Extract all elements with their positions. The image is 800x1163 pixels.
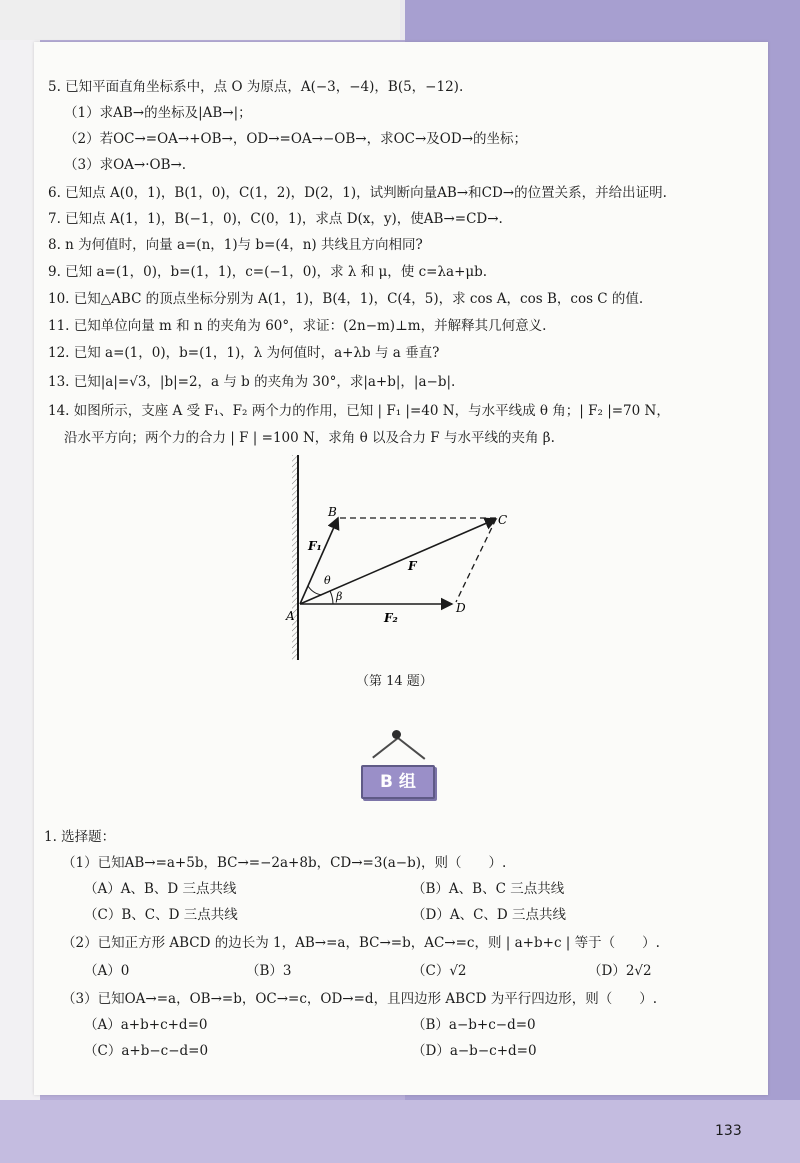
exercise-12: 12. 已知 a=(1，0)，b=(1，1)，λ 为何值时，a+λb 与 a 垂直? bbox=[48, 345, 440, 361]
exercise-5: 5. 已知平面直角坐标系中，点 O 为原点，A(−3，−4)，B(5，−12). bbox=[48, 79, 464, 95]
exercise-10: 10. 已知△ABC 的顶点坐标分别为 A(1，1)，B(4，1)，C(4，5)，求 cos A，cos B，cos C 的值. bbox=[48, 291, 644, 307]
section-b-badge-hanger bbox=[356, 730, 456, 800]
exercise-b1-q3-option-b: （B）a−b+c−d=0 bbox=[412, 1017, 536, 1033]
background-band bbox=[0, 0, 400, 40]
section-b-badge: B 组 bbox=[361, 765, 435, 799]
beta-arc bbox=[330, 591, 333, 604]
theta-arc bbox=[308, 586, 322, 595]
exercise-b1-q2: （2）已知正方形 ABCD 的边长为 1，AB→=a，BC→=b，AC→=c，则 | a+b+c | 等于（ ）. bbox=[62, 935, 660, 951]
pin-icon bbox=[392, 730, 401, 739]
exercise-b1-q3-option-d: （D）a−b−c+d=0 bbox=[412, 1043, 537, 1059]
exercise-b1-q1-option-c: （C）B、C、D 三点共线 bbox=[84, 907, 238, 923]
exercise-8: 8. n 为何值时，向量 a=(n，1)与 b=(4，n) 共线且方向相同? bbox=[48, 237, 423, 253]
exercise-b1-q1: （1）已知AB→=a+5b，BC→=−2a+8b，CD→=3(a−b)，则（ ）. bbox=[62, 855, 507, 871]
exercise-b1: 1. 选择题： bbox=[44, 829, 116, 845]
hanger-string-left bbox=[372, 737, 398, 758]
exercise-b1-q2-option-a: （A）0 bbox=[84, 963, 130, 979]
exercise-14-line-1: 14. 如图所示，支座 A 受 F₁、F₂ 两个力的作用，已知 | F₁ |=40 N，与水平线成 θ 角；| F₂ |=70 N， bbox=[48, 403, 670, 419]
exercise-b1-q1-option-d: （D）A、C、D 三点共线 bbox=[412, 907, 567, 923]
label-d: D bbox=[456, 601, 466, 615]
label-theta: θ bbox=[324, 574, 331, 587]
exercise-b1-q2-option-d: （D）2√2 bbox=[588, 963, 652, 979]
exercise-b1-q2-option-c: （C）√2 bbox=[412, 963, 467, 979]
label-f2: F₂ bbox=[384, 611, 398, 625]
exercise-5-part-3: （3）求OA→·OB→. bbox=[64, 157, 187, 173]
label-a: A bbox=[286, 609, 295, 623]
exercise-6: 6. 已知点 A(0，1)，B(1，0)，C(1，2)，D(2，1)，试判断向量AB→和CD→的位置关系，并给出证明. bbox=[48, 185, 667, 201]
label-b: B bbox=[328, 505, 337, 519]
exercise-b1-q2-option-b: （B）3 bbox=[246, 963, 292, 979]
exercise-9: 9. 已知 a=(1，0)，b=(1，1)，c=(−1，0)，求 λ 和 μ，使 c=λa+μb. bbox=[48, 264, 488, 280]
exercise-5-part-1: （1）求AB→的坐标及|AB→|； bbox=[64, 105, 252, 121]
hanger-string-right bbox=[397, 737, 425, 760]
exercise-b1-q3-option-c: （C）a+b−c−d=0 bbox=[84, 1043, 209, 1059]
exercise-b1-q3: （3）已知OA→=a，OB→=b，OC→=c，OD→=d，且四边形 ABCD 为平行四边形，则（ ）. bbox=[62, 991, 658, 1007]
exercise-11: 11. 已知单位向量 m 和 n 的夹角为 60°，求证：(2n−m)⊥m，并解释其几何意义. bbox=[48, 318, 547, 334]
page-number: 133 bbox=[715, 1123, 742, 1139]
exercise-b1-q1-option-b: （B）A、B、C 三点共线 bbox=[412, 881, 565, 897]
exercise-5-part-2: （2）若OC→=OA→+OB→，OD→=OA→−OB→，求OC→及OD→的坐标； bbox=[64, 131, 528, 147]
label-f: F bbox=[408, 559, 417, 573]
textbook-page bbox=[34, 42, 768, 1095]
exercise-b1-q3-option-a: （A）a+b+c+d=0 bbox=[84, 1017, 208, 1033]
label-f1: F₁ bbox=[308, 539, 322, 553]
dashed-cd bbox=[456, 519, 496, 602]
exercise-14-line-2: 沿水平方向；两个力的合力 | F | =100 N，求角 θ 以及合力 F 与水平线的夹角 β. bbox=[64, 430, 555, 446]
exercise-b1-q1-option-a: （A）A、B、D 三点共线 bbox=[84, 881, 237, 897]
figure-caption: （第 14 题） bbox=[356, 674, 433, 689]
vector-f bbox=[300, 519, 496, 604]
force-diagram bbox=[284, 452, 524, 667]
label-beta: β bbox=[336, 590, 343, 603]
vector-f1 bbox=[300, 518, 338, 604]
exercise-7: 7. 已知点 A(1，1)，B(−1，0)，C(0，1)，求点 D(x，y)，使AB→=CD→. bbox=[48, 211, 503, 227]
label-c: C bbox=[498, 513, 508, 527]
background-bottom bbox=[0, 1100, 800, 1163]
exercise-13: 13. 已知|a|=√3，|b|=2，a 与 b 的夹角为 30°，求|a+b|，|a−b|. bbox=[48, 374, 456, 390]
